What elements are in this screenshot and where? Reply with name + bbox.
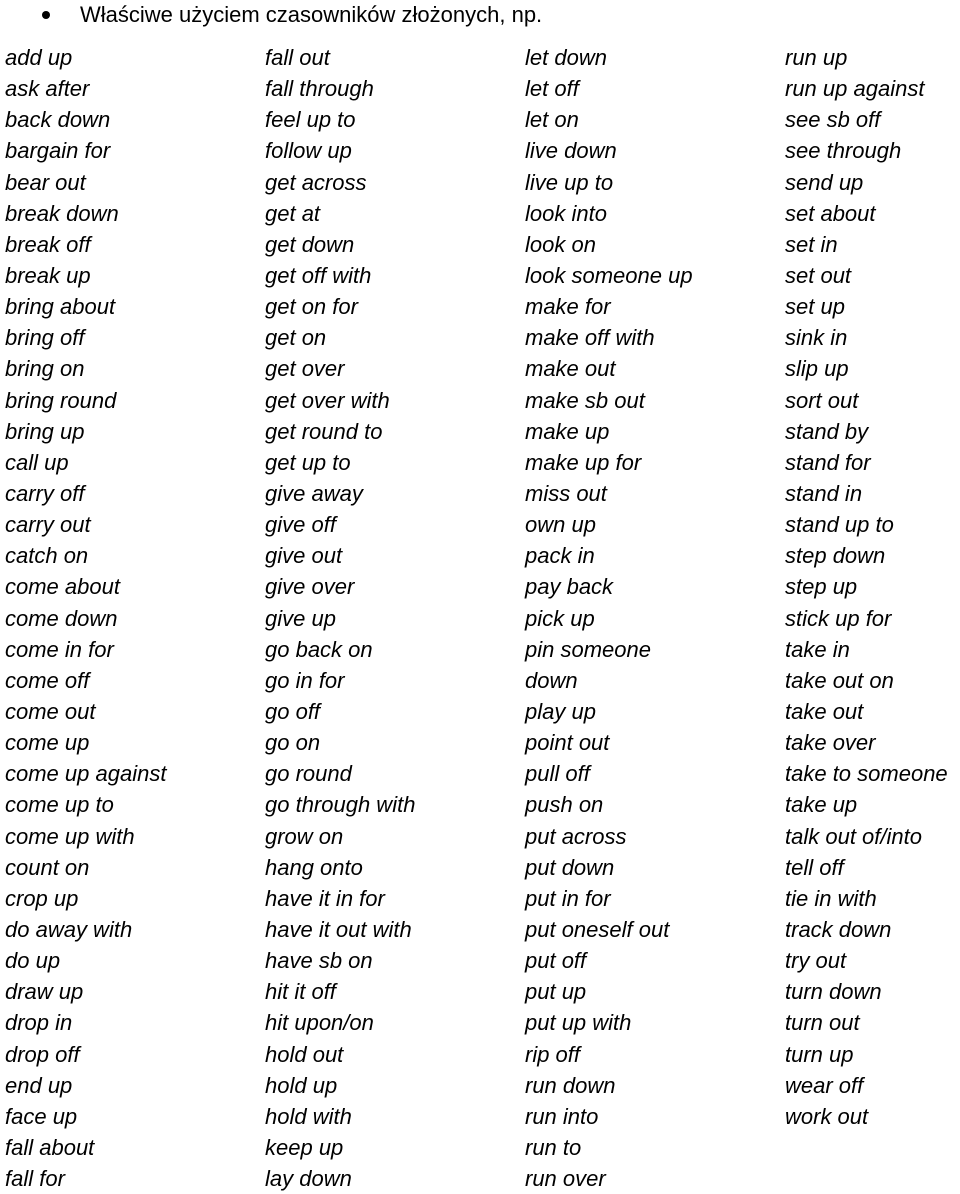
verb-item: get over [265,356,345,382]
verb-item: bring round [5,387,117,413]
verb-item: make for [525,294,611,320]
verb-item: count on [5,854,90,880]
verb-item: let off [525,76,579,102]
verb-item: stand for [785,449,871,475]
verb-item: hang onto [265,854,363,880]
verb-item: make off with [525,325,655,351]
verb-item: do away with [5,916,133,942]
verb-item: pack in [525,543,595,569]
verb-item: own up [525,512,596,538]
verb-item: push on [525,792,604,818]
verb-item: put in for [525,885,611,911]
verb-item: do up [5,948,61,974]
verb-item: pull off [525,761,590,787]
verb-item: get off with [265,262,372,288]
verb-item: talk out of/into [785,823,922,849]
verb-item: make out [525,356,616,382]
verb-item: pin someone [525,636,651,662]
verb-item: play up [525,698,596,724]
verb-item: run over [525,1166,606,1192]
verb-item: sort out [785,387,859,413]
verb-item: try out [785,948,847,974]
verb-item: see through [785,138,902,164]
verb-item: tie in with [785,885,877,911]
verb-item: come up to [5,792,114,818]
verb-item: go off [265,698,321,724]
verb-item: step up [785,574,858,600]
verb-item: see sb off [785,107,881,133]
verb-item: run up against [785,76,925,102]
verb-item: have sb on [265,948,373,974]
verb-item: stand by [785,418,869,444]
verb-item: stick up for [785,605,892,631]
verb-item: hold out [265,1041,344,1067]
verb-item: break off [5,231,91,257]
verb-item: take out on [785,667,894,693]
verb-item: take out [785,698,864,724]
verb-item: bring about [5,294,116,320]
verb-item: have it in for [265,885,385,911]
verb-item: down [525,667,578,693]
verb-column-3 [525,42,693,1194]
verb-item: have it out with [265,916,412,942]
verb-item: take up [785,792,858,818]
verb-item: miss out [525,480,607,506]
verb-item: hold with [265,1103,352,1129]
verb-item: feel up to [265,107,356,133]
verb-item: come up against [5,761,167,787]
verb-item: tell off [785,854,844,880]
verb-item: stand up to [785,512,894,538]
heading [42,0,542,30]
verb-item: come off [5,667,90,693]
verb-item: hit it off [265,979,336,1005]
verb-item: stand in [785,480,863,506]
verb-item: drop in [5,1010,73,1036]
verb-item: get on for [265,294,358,320]
verb-item: put down [525,854,615,880]
verb-item: live up to [525,169,614,195]
verb-item: take to someone [785,761,948,787]
verb-item: run to [525,1134,582,1160]
verb-item: pick up [525,605,595,631]
verb-item: make up [525,418,610,444]
verb-item: go through with [265,792,416,818]
verb-item: let on [525,107,579,133]
verb-item: put up with [525,1010,632,1036]
verb-item: pay back [525,574,614,600]
verb-item: get round to [265,418,383,444]
verb-item: put across [525,823,627,849]
verb-item: make up for [525,449,642,475]
verb-item: give away [265,480,363,506]
verb-item: draw up [5,979,84,1005]
verb-item: look into [525,200,607,226]
verb-item: carry out [5,512,91,538]
verb-item: go in for [265,667,345,693]
verb-item: break up [5,262,91,288]
verb-item: ask after [5,76,90,102]
verb-item: fall for [5,1166,65,1192]
verb-item: hold up [265,1072,338,1098]
verb-item: give up [265,605,336,631]
verb-item: back down [5,107,111,133]
verb-item: take over [785,730,876,756]
verb-item: give out [265,543,343,569]
verb-item: get on [265,325,327,351]
bullet-icon [42,11,50,19]
verb-item: go on [265,730,321,756]
verb-item: point out [525,730,610,756]
verb-item: face up [5,1103,78,1129]
verb-item: set in [785,231,838,257]
verb-item: take in [785,636,850,662]
verb-item: run into [525,1103,599,1129]
verb-item: set out [785,262,852,288]
verb-item: bring up [5,418,85,444]
verb-item: get at [265,200,321,226]
verb-column-4 [785,42,948,1132]
verb-item: sink in [785,325,848,351]
verb-item: fall out [265,45,330,70]
verb-item: bring on [5,356,85,382]
verb-item: give over [265,574,355,600]
verb-item: come up with [5,823,135,849]
verb-item: rip off [525,1041,581,1067]
verb-item: get across [265,169,367,195]
verb-item: look someone up [525,262,693,288]
verb-item: fall about [5,1134,95,1160]
verb-column-1 [5,42,166,1194]
verb-item: get up to [265,449,351,475]
verb-item: keep up [265,1134,344,1160]
verb-item: turn down [785,979,882,1005]
verb-item: set up [785,294,845,320]
verb-item: carry off [5,480,85,506]
verb-item: come about [5,574,120,600]
verb-item: come in for [5,636,114,662]
verb-item: step down [785,543,886,569]
verb-item: fall through [265,76,374,102]
verb-item: add up [5,45,73,70]
verb-item: hit upon/on [265,1010,374,1036]
verb-item: let down [525,45,607,70]
verb-item: grow on [265,823,344,849]
verb-item: put up [525,979,587,1005]
verb-item: come up [5,730,90,756]
verb-item: come down [5,605,118,631]
verb-item: go round [265,761,352,787]
verb-item: look on [525,231,596,257]
verb-item: lay down [265,1166,352,1192]
verb-item: wear off [785,1072,864,1098]
verb-item: get over with [265,387,390,413]
verb-item: run down [525,1072,616,1098]
verb-item: send up [785,169,864,195]
verb-item: follow up [265,138,352,164]
verb-item: catch on [5,543,89,569]
verb-item: live down [525,138,617,164]
verb-item: track down [785,916,892,942]
verb-item: bargain for [5,138,111,164]
verb-item: work out [785,1103,869,1129]
verb-item: break down [5,200,119,226]
verb-item: bring off [5,325,85,351]
verb-item: turn up [785,1041,854,1067]
verb-item: put oneself out [525,916,670,942]
verb-item: set about [785,200,876,226]
verb-item: put off [525,948,587,974]
verb-item: run up [785,45,848,70]
verb-item: get down [265,231,355,257]
verb-column-2 [265,42,415,1194]
verb-item: turn out [785,1010,860,1036]
verb-item: make sb out [525,387,645,413]
verb-item: come out [5,698,96,724]
heading-text: Właściwe użyciem czasowników złożonych, np. [80,2,543,27]
verb-item: go back on [265,636,373,662]
verb-item: bear out [5,169,86,195]
verb-item: crop up [5,885,79,911]
verb-item: end up [5,1072,73,1098]
verb-item: drop off [5,1041,80,1067]
verb-item: call up [5,449,69,475]
verb-item: slip up [785,356,849,382]
verb-item: give off [265,512,336,538]
